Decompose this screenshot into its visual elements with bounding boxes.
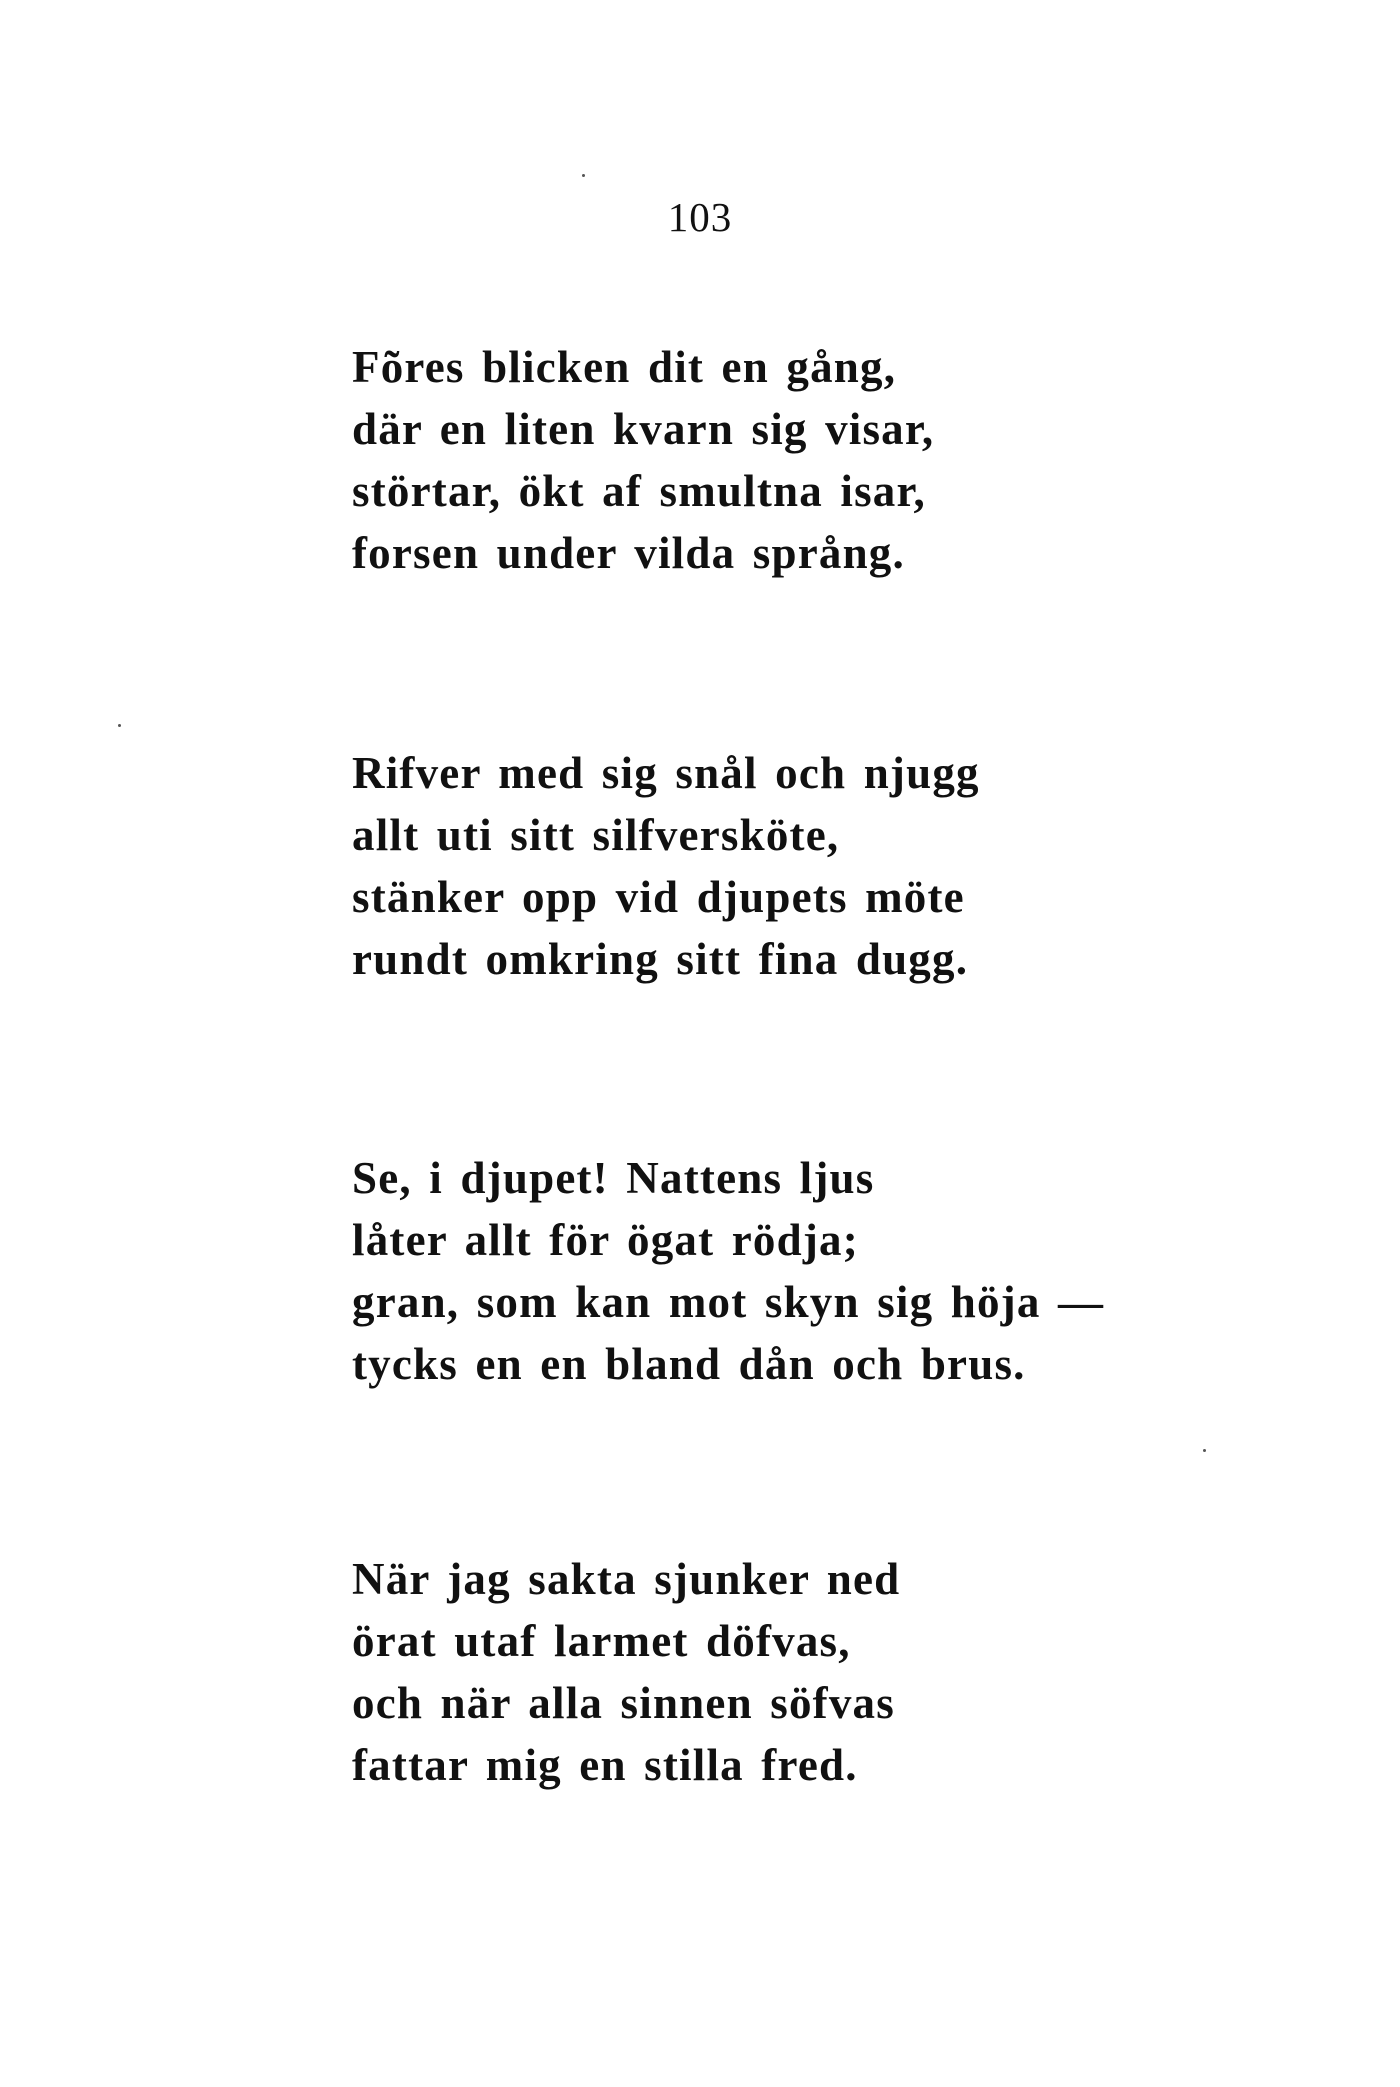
verse-line: Fõres blicken dit en gång, xyxy=(352,342,897,392)
verse-line: När jag sakta sjunker ned xyxy=(352,1554,901,1604)
verse-line: stänker opp vid djupets möte xyxy=(352,872,965,922)
print-speck xyxy=(1203,1449,1206,1452)
verse-line: Se, i djupet! Nattens ljus xyxy=(352,1153,875,1203)
verse-line: Rifver med sig snål och njugg xyxy=(352,748,980,798)
stanza xyxy=(352,742,1252,990)
page-number: 103 xyxy=(667,194,733,240)
verse-line: störtar, ökt af smultna isar, xyxy=(352,466,926,516)
verse-line: rundt omkring sitt fina dugg. xyxy=(352,934,969,984)
print-speck xyxy=(118,724,121,727)
stanza xyxy=(352,1147,1252,1395)
verse-line: fattar mig en stilla fred. xyxy=(352,1740,858,1790)
verse-line: forsen under vilda språng. xyxy=(352,528,905,578)
verse-line: örat utaf larmet döfvas, xyxy=(352,1616,851,1666)
verse-line: tycks en en bland dån och brus. xyxy=(352,1339,1026,1389)
verse-line: gran, som kan mot skyn sig höja — xyxy=(352,1277,1105,1327)
stanza xyxy=(352,336,1252,584)
verse-line: där en liten kvarn sig visar, xyxy=(352,404,935,454)
verse-line: låter allt för ögat rödja; xyxy=(352,1215,859,1265)
verse-line: allt uti sitt silfversköte, xyxy=(352,810,840,860)
print-speck xyxy=(582,174,585,177)
verse-line: och när alla sinnen söfvas xyxy=(352,1678,895,1728)
stanza xyxy=(352,1548,1252,1796)
